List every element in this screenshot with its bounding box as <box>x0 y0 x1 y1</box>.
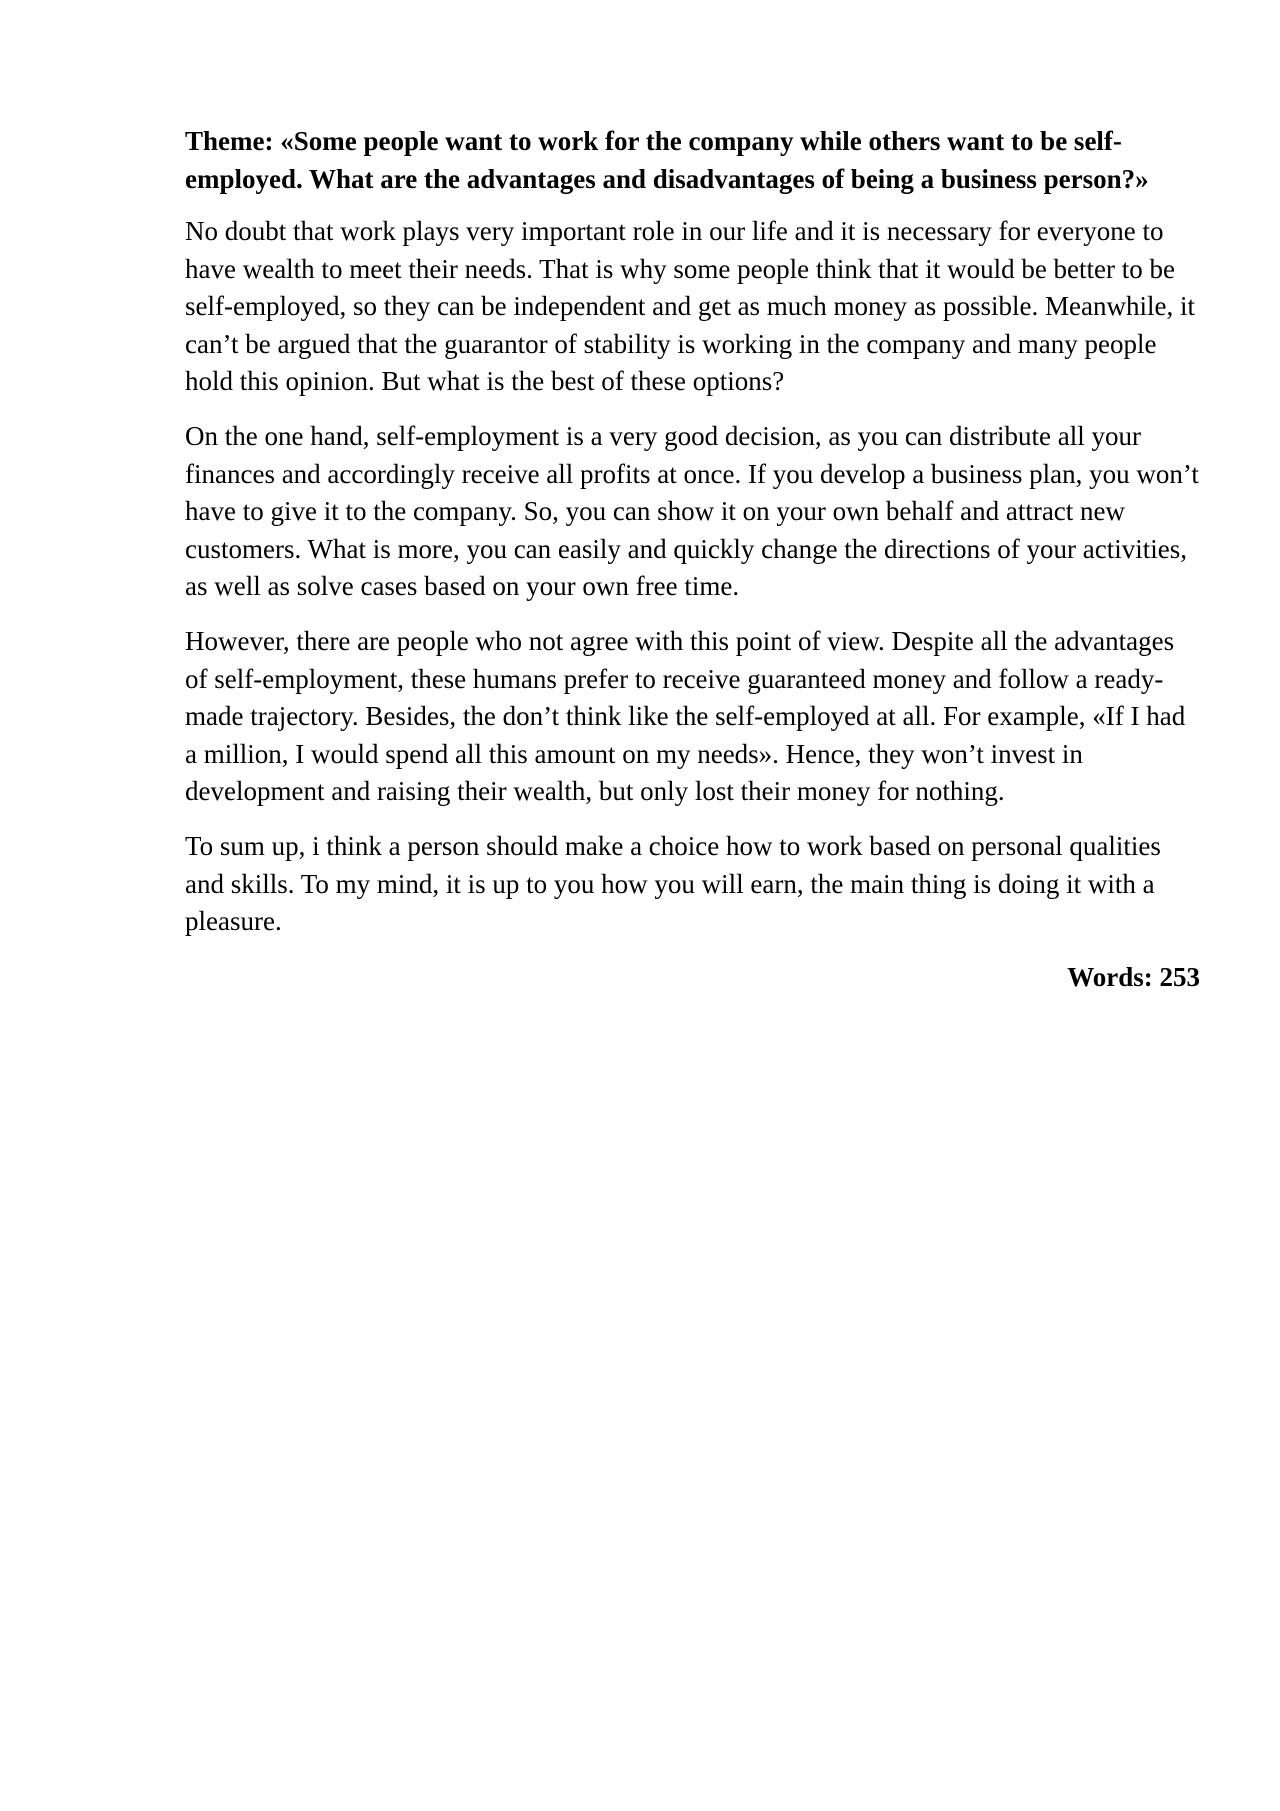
document-page <box>185 122 1200 996</box>
paragraph-disadvantages: However, there are people who not agree with this point of view. Despite all the advantages of self-employment, these humans prefer to receive guaranteed money and follow a ready-made trajectory. Besides, the don’t think like the self-employed at all. For example, «If I had a million, I would spend all this amount on my needs». Hence, they won’t invest in development and raising their wealth, but only lost their money for nothing. <box>185 625 1186 807</box>
paragraph-introduction: No doubt that work plays very important role in our life and it is necessary for everyone to have wealth to meet their needs. That is why some people think that it would be better to be self-employed, so they can be independent and get as much money as possible. Meanwhile, it can’t be argued that the guarantor of stability is working in the company and many people hold this opinion. But what is the best of these options? <box>185 216 1195 397</box>
essay-theme: Theme: «Some people want to work for the company while others want to be self-employed. What are the advantages and disadvantages of being a business person?» <box>185 126 1149 194</box>
paragraph-advantages: On the one hand, self-employment is a very good decision, as you can distribute all your finances and accordingly receive all profits at once. If you develop a business plan, you won’t have to give it to the company. So, you can show it on your own behalf and attract new customers. What is more, you can easily and quickly change the directions of your activities, as well as solve cases based on your own free time. <box>185 420 1199 602</box>
paragraph-conclusion: To sum up, i think a person should make a choice how to work based on personal qualities and skills. To my mind, it is up to you how you will earn, the main thing is doing it with a pleasure. <box>185 830 1161 937</box>
word-count: Words: 253 <box>1067 961 1200 992</box>
